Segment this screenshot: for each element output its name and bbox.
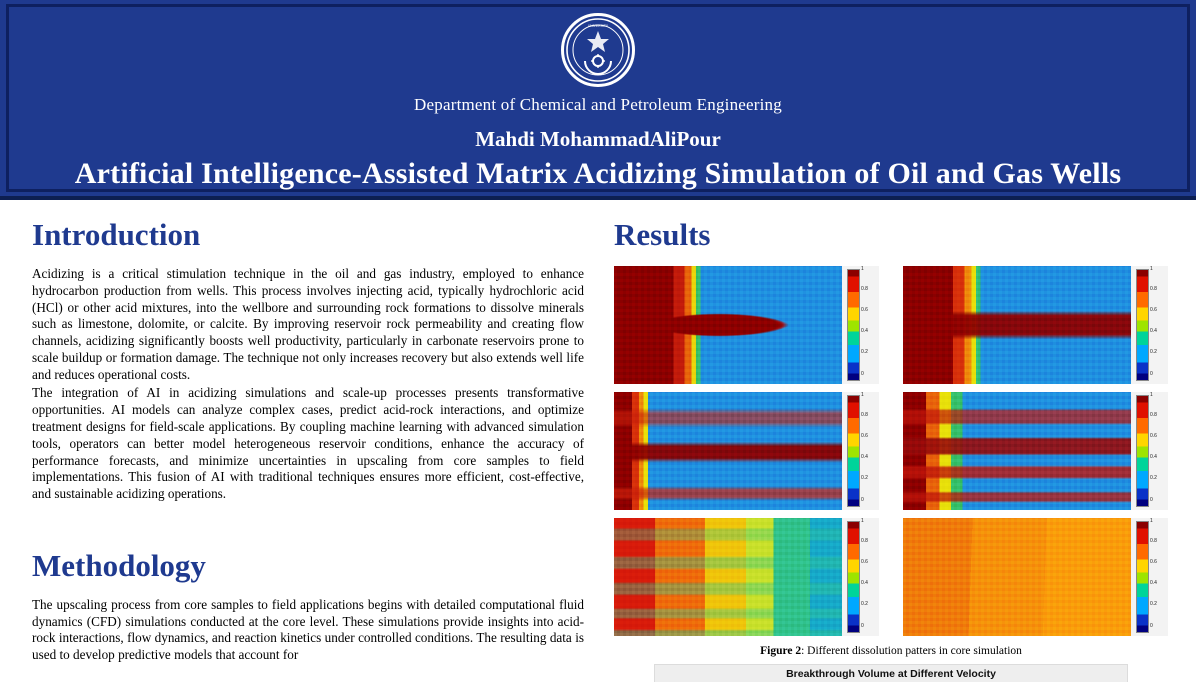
colorbar (847, 395, 860, 507)
poster-body (0, 200, 1196, 682)
colorbar-tick: 1 (1150, 392, 1153, 399)
author-name: Mahdi MohammadAliPour (475, 127, 721, 151)
colorbar-tick: 0 (861, 497, 864, 504)
colorbar-tick: 0.6 (1150, 559, 1157, 566)
breakthrough-chart-title: Breakthrough Volume at Different Velocity (786, 668, 996, 681)
figure-2-caption (614, 645, 1168, 657)
figure-cell (614, 518, 879, 636)
dissolution-pattern-ramified (903, 392, 1131, 510)
colorbar-tick: 0.4 (1150, 328, 1157, 335)
colorbar-tick: 0.8 (1150, 538, 1157, 545)
dissolution-pattern-wormhole (614, 392, 842, 510)
colorbar-tick: 0.4 (861, 328, 868, 335)
page-title: Artificial Intelligence-Assisted Matrix Acidizing Simulation of Oil and Gas Wells (74, 157, 1122, 190)
methodology-paragraph-1: The upscaling process from core samples to field applications begins with detailed computational fluid dynamics (CFD) simulations conducted at the core level. These simulations provide insights into acid-rock interactions, flow dynamics, and reaction kinetics under controlled conditions. The resulting data is used to develop predictive models that account for (32, 596, 584, 663)
colorbar-tick: 1 (1150, 518, 1153, 525)
colorbar-tick: 1 (861, 518, 864, 525)
colorbar-tick: 0 (1150, 497, 1153, 504)
methodology-heading: Methodology (32, 547, 206, 583)
colorbar-tick: 0 (861, 623, 864, 630)
figure-cell (903, 392, 1168, 510)
colorbar-tick: 0.8 (861, 286, 868, 293)
svg-text:UNIVERSITY: UNIVERSITY (587, 24, 609, 28)
colorbar (847, 521, 860, 633)
colorbar-tick: 0.8 (1150, 286, 1157, 293)
dissolution-pattern-dominant-wormhole (903, 266, 1131, 384)
colorbar-tick: 0.6 (861, 433, 868, 440)
right-column (600, 200, 1196, 682)
colorbar-tick: 0.4 (861, 580, 868, 587)
colorbar-tick: 0.4 (861, 454, 868, 461)
colorbar-tick: 0 (861, 371, 864, 378)
colorbar-ticks (1149, 518, 1165, 636)
colorbar-tick: 0.8 (861, 538, 868, 545)
colorbar (1136, 269, 1149, 381)
left-column (0, 200, 600, 682)
breakthrough-volume-chart (654, 664, 1128, 682)
colorbar-ticks (860, 518, 876, 636)
header-frame (6, 4, 1190, 192)
results-heading: Results (614, 217, 711, 252)
colorbar (1136, 521, 1149, 633)
colorbar-tick: 1 (861, 392, 864, 399)
department-name: Department of Chemical and Petroleum Engineering (414, 95, 782, 114)
colorbar-tick: 0.2 (861, 601, 868, 608)
colorbar-ticks (860, 266, 876, 384)
colorbar-tick: 1 (861, 266, 864, 273)
colorbar-tick: 0.8 (861, 412, 868, 419)
colorbar-tick: 0.6 (861, 559, 868, 566)
dissolution-pattern-conical (614, 266, 842, 384)
introduction-paragraph-1: Acidizing is a critical stimulation technique in the oil and gas industry, employed to enhance hydrocarbon production from wells. This process involves injecting acid, typically hydrochloric acid (HCl) or other acid mixtures, into the wellbore and surrounding rock formations to dissolve minerals such as limestone, dolomite, or calcite. By improving reservoir rock permeability and creating flow channels, acidizing significantly boosts well productivity, particularly in carbonate reservoirs prone to scale buildup or formation damage. The technique not only increases recovery but also extends well life and reduces operational costs. (32, 266, 584, 382)
colorbar-tick: 0.2 (1150, 475, 1157, 482)
colorbar-tick: 1 (1150, 266, 1153, 273)
colorbar-tick: 0.2 (1150, 601, 1157, 608)
poster-header (0, 0, 1196, 200)
colorbar-tick: 0 (1150, 371, 1153, 378)
dissolution-pattern-uniform (614, 518, 842, 636)
colorbar-tick: 0.4 (1150, 454, 1157, 461)
colorbar-ticks (1149, 392, 1165, 510)
colorbar (847, 269, 860, 381)
colorbar-tick: 0.6 (1150, 307, 1157, 314)
figure-2-text: : Different dissolution patters in core simulation (801, 645, 1022, 658)
results-figure-grid (614, 266, 1168, 636)
figure-2-label: Figure 2 (760, 645, 802, 658)
figure-cell (614, 392, 879, 510)
colorbar-tick: 0.6 (861, 307, 868, 314)
university-emblem-icon (561, 13, 635, 87)
colorbar-tick: 0 (1150, 623, 1153, 630)
colorbar-ticks (1149, 266, 1165, 384)
colorbar-tick: 0.4 (1150, 580, 1157, 587)
colorbar-tick: 0.2 (1150, 349, 1157, 356)
introduction-heading: Introduction (32, 217, 201, 252)
figure-cell (903, 266, 1168, 384)
colorbar-tick: 0.8 (1150, 412, 1157, 419)
figure-cell (903, 518, 1168, 636)
colorbar-ticks (860, 392, 876, 510)
introduction-paragraph-2: The integration of AI in acidizing simulations and scale-up processes presents transformative opportunities. AI models can analyze complex cases, predict acid-rock interactions, and optimize treatment designs for field-scale applications. By coupling machine learning with advanced simulation tools, operators can better model heterogeneous reservoir conditions, enhance the accuracy of performance forecasts, and minimize uncertainties in upscaling from core samples to field implementations. This fusion of AI with traditional techniques ensures more efficient, cost-effective, and sustainable acidizing operations. (32, 385, 584, 502)
colorbar-tick: 0.2 (861, 475, 868, 482)
colorbar-tick: 0.2 (861, 349, 868, 356)
figure-cell (614, 266, 879, 384)
dissolution-pattern-face (903, 518, 1131, 636)
colorbar-tick: 0.6 (1150, 433, 1157, 440)
colorbar (1136, 395, 1149, 507)
